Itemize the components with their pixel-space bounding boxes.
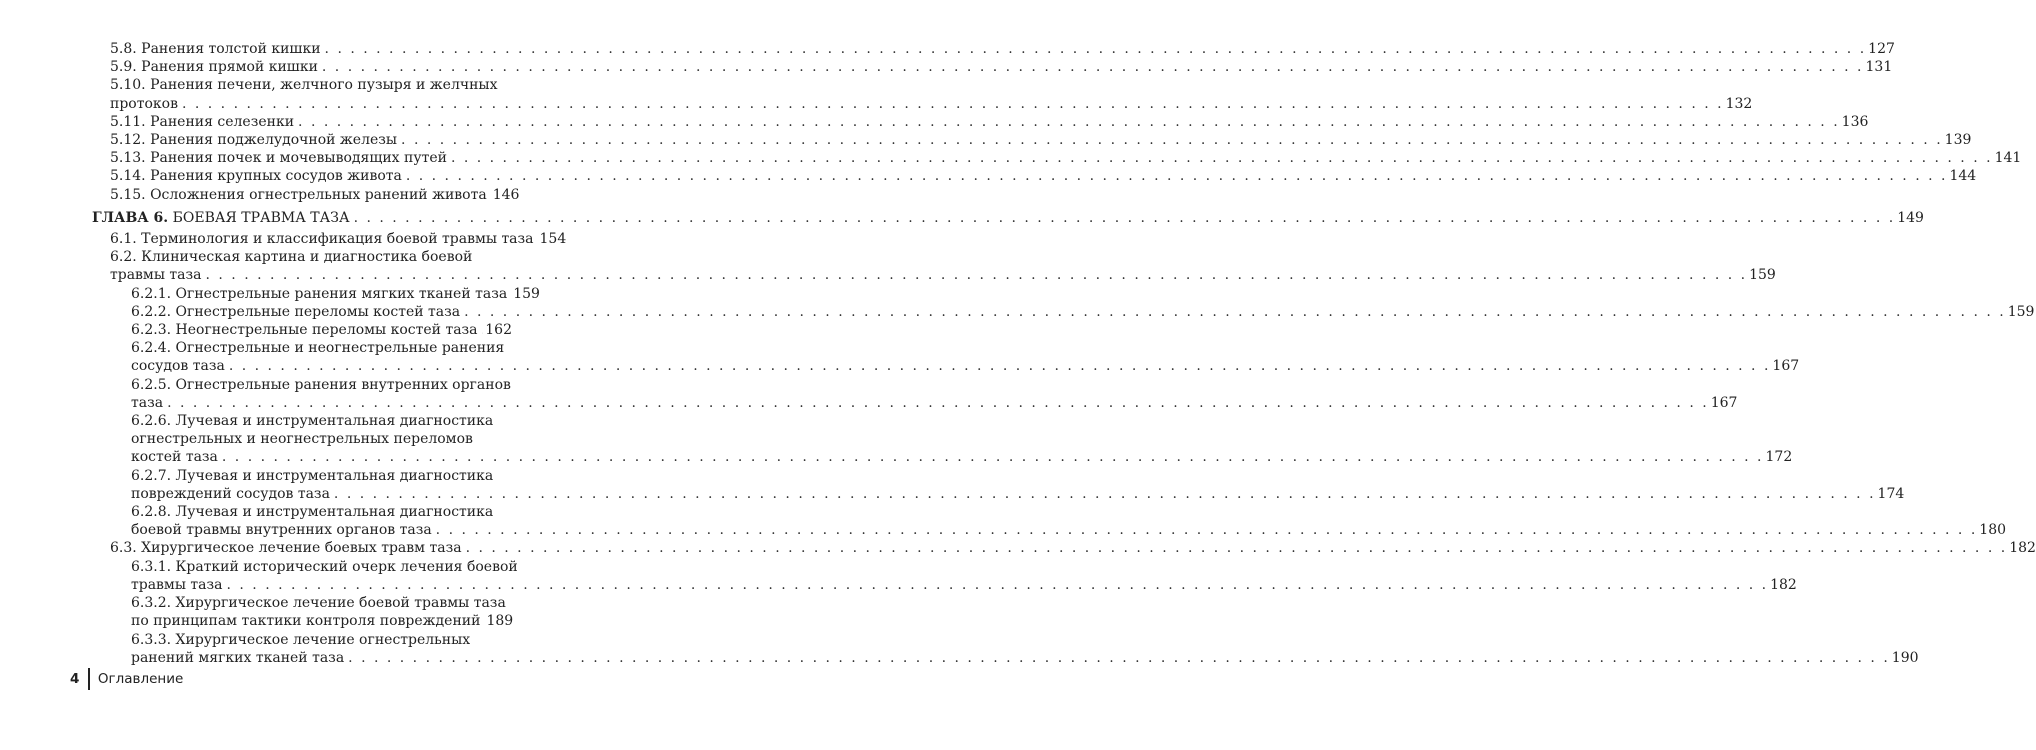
toc-entry-title: 5.15. Осложнения огнестрельных ранений живота [110, 186, 487, 203]
toc-entry [0, 58, 1893, 76]
toc-line [110, 149, 2022, 167]
toc-line [110, 76, 512, 94]
toc-line [131, 631, 512, 649]
toc-chapter-entry [0, 209, 1924, 227]
toc-page-number: 159 [1749, 267, 1776, 284]
toc-entry-title: 5.10. Ранения печени, желчного пузыря и желчных [110, 77, 498, 94]
toc-entry [0, 467, 1905, 503]
toc-entry-title: костей таза [131, 449, 218, 466]
chapter-title: БОЕВАЯ ТРАВМА ТАЗА [172, 209, 350, 226]
toc-line [131, 285, 540, 303]
toc-line [110, 40, 1895, 58]
toc-entry-title: 5.13. Ранения почек и мочевыводящих путей [110, 150, 447, 167]
toc-line [131, 612, 512, 630]
toc-line [131, 357, 1800, 375]
toc-entry-title: травмы таза [131, 576, 223, 593]
toc-page-number: 154 [539, 231, 567, 248]
toc-entry [0, 558, 1797, 594]
toc-line [92, 209, 1924, 227]
toc-entry-title: 6.2.1. Огнестрельные ранения мягких тканей таза [131, 285, 508, 302]
toc-page-number: 136 [1841, 113, 1869, 130]
toc-line [131, 521, 2007, 539]
toc-entry-title: повреждений сосудов таза [131, 485, 330, 502]
dot-leader: . . . . . . . . . . . . . . . . . . . . . . . . . . . . . . . . . . . . . . . . . . . . . . . . . . . . . . . . . . . . . . . . . . . . . . . . . . . . . . . . . . . . . . . . . . . . . . . . . . . . . . . . . . . . . . . . . . . . . . . . [435, 522, 1978, 539]
toc-entry-title: 6.3.1. Краткий исторический очерк лечения боевой [131, 558, 518, 575]
toc-line [131, 576, 1797, 594]
dot-leader: . . . . . . . . . . . . . . . . . . . . . . . . . . . . . . . . . . . . . . . . . . . . . . . . . . . . . . . . . . . . . . . . . . . . . . . . . . . . . . . . . . . . . . . . . . . . . . . . . . . . . . . . . . . . . . . . . . . . . . . . [401, 132, 1943, 149]
toc-entry [0, 186, 600, 204]
toc-entry-title: 6.2.4. Огнестрельные и неогнестрельные ранения [131, 340, 505, 357]
dot-leader: . . . . . . . . . . . . . . . . . . . . . . . . . . . . . . . . . . . . . . . . . . . . . . . . . . . . . . . . . . . . . . . . . . . . . . . . . . . . . . . . . . . . . . . . . . . . . . . . . . . . . . . . . . . . . . . . . . . . . . . . [324, 41, 1867, 57]
dot-leader: . . . . . . . . . . . . . . . . . . . . . . . . . . . . . . . . . . . . . . . . . . . . . . . . . . . . . . . . . . . . . . . . . . . . . . . . . . . . . . . . . . . . . . . . . . . . . . . . . . . . . . . . . . . . . . . . . . . . . . . . [205, 267, 1748, 284]
dot-leader: . . . . . . . . . . . . . . . . . . . . . . . . . . . . . . . . . . . . . . . . . . . . . . . . . . . . . . . . . . . . . . . . . . . . . . . . . . . . . . . . . . . . . . . . . . . . . . . . . . . . . . . . . . . . . . . . . . . . . . . . [298, 113, 1840, 130]
dot-leader [482, 321, 484, 339]
toc-line [110, 248, 512, 266]
toc-line [131, 394, 1738, 412]
toc-entry [0, 321, 600, 339]
toc-entry [0, 539, 2036, 557]
toc-entry-title: 6.3.3. Хирургическое лечение огнестрельных [131, 631, 471, 648]
toc-page-number: 159 [2007, 303, 2035, 320]
toc-entry [0, 631, 1919, 667]
table-of-contents [0, 40, 2036, 667]
toc-page-number: 167 [1710, 394, 1738, 411]
toc-entry-title: боевой травмы внутренних органов таза [131, 522, 432, 539]
dot-leader: . . . . . . . . . . . . . . . . . . . . . . . . . . . . . . . . . . . . . . . . . . . . . . . . . . . . . . . . . . . . . . . . . . . . . . . . . . . . . . . . . . . . . . . . . . . . . . . . . . . . . . . . . . . . . . . . . . . . . . . . [228, 358, 1771, 375]
dot-leader: . . . . . . . . . . . . . . . . . . . . . . . . . . . . . . . . . . . . . . . . . . . . . . . . . . . . . . . . . . . . . . . . . . . . . . . . . . . . . . . . . . . . . . . . . . . . . . . . . . . . . . . . . . . . . . . . . . . . . . . . [450, 150, 1993, 167]
toc-entry [0, 412, 1793, 467]
toc-entry [0, 149, 2022, 167]
toc-entry [0, 113, 1869, 131]
dot-leader: . . . . . . . . . . . . . . . . . . . . . . . . . . . . . . . . . . . . . . . . . . . . . . . . . . . . . . . . . . . . . . . . . . . . . . . . . . . . . . . . . . . . . . . . . . . . . . . . . . . . . . . . . . . . . . . . . . . . . . . . [321, 59, 1864, 76]
toc-page-number: 172 [1765, 449, 1793, 466]
toc-entry-title: таза [131, 394, 164, 411]
toc-entry [0, 594, 600, 630]
toc-line [131, 503, 512, 521]
toc-entry-title: 5.12. Ранения поджелудочной железы [110, 132, 398, 149]
toc-line [131, 303, 2035, 321]
toc-page-number: 167 [1772, 358, 1800, 375]
toc-entry [0, 503, 2007, 539]
toc-entry [0, 167, 1977, 185]
toc-page-number: 180 [1979, 522, 2007, 539]
toc-entry-title: 5.8. Ранения толстой кишки [110, 41, 321, 57]
toc-line [131, 430, 512, 448]
toc-line [110, 95, 1753, 113]
toc-page-number: 149 [1897, 209, 1924, 226]
toc-line [110, 113, 1869, 131]
dot-leader: . . . . . . . . . . . . . . . . . . . . . . . . . . . . . . . . . . . . . . . . . . . . . . . . . . . . . . . . . . . . . . . . . . . . . . . . . . . . . . . . . . . . . . . . . . . . . . . . . . . . . . . . . . . . . . . . . . . . . . . . [405, 168, 1948, 185]
toc-line [131, 649, 1919, 667]
toc-entry-title: 6.2.3. Неогнестрельные переломы костей таза [131, 322, 478, 339]
toc-line [110, 230, 567, 248]
toc-page-number: 182 [2009, 540, 2036, 557]
toc-line [110, 539, 2036, 557]
toc-entry-title: 6.3. Хирургическое лечение боевых травм таза [110, 540, 462, 557]
toc-entry-title: по принципам тактики контроля повреждений [131, 613, 481, 630]
toc-entry [0, 303, 2035, 321]
page-footer [70, 668, 183, 690]
toc-entry-title: 5.14. Ранения крупных сосудов живота [110, 168, 402, 185]
toc-line [110, 266, 1776, 284]
page-number: 4 [70, 671, 80, 687]
toc-entry [0, 131, 1972, 149]
toc-entry-title: огнестрельных и неогнестрельных переломов [131, 431, 473, 448]
toc-page-number: 159 [513, 285, 540, 302]
toc-entry [0, 40, 1895, 58]
toc-page-number: 182 [1770, 576, 1797, 593]
toc-entry-title: 6.2. Клиническая картина и диагностика боевой [110, 249, 473, 266]
toc-entry-title: 6.2.2. Огнестрельные переломы костей таза [131, 303, 461, 320]
toc-entry-title: 5.9. Ранения прямой кишки [110, 59, 318, 76]
dot-leader: . . . . . . . . . . . . . . . . . . . . . . . . . . . . . . . . . . . . . . . . . . . . . . . . . . . . . . . . . . . . . . . . . . . . . . . . . . . . . . . . . . . . . . . . . . . . . . . . . . . . . . . . . . . . . . . . . . . . . . . . [333, 485, 1876, 502]
footer-divider [88, 668, 90, 690]
toc-line [131, 376, 512, 394]
toc-page-number: 174 [1877, 485, 1905, 502]
toc-page-number: 144 [1949, 168, 1977, 185]
toc-entry [0, 339, 1800, 375]
dot-leader: . . . . . . . . . . . . . . . . . . . . . . . . . . . . . . . . . . . . . . . . . . . . . . . . . . . . . . . . . . . . . . . . . . . . . . . . . . . . . . . . . . . . . . . . . . . . . . . . . . . . . . . . . . . . . . . . . . . . . . . . [465, 540, 2008, 557]
chapter-number: ГЛАВА 6. [92, 209, 169, 226]
toc-entry [0, 285, 600, 303]
dot-leader: . . . . . . . . . . . . . . . . . . . . . . . . . . . . . . . . . . . . . . . . . . . . . . . . . . . . . . . . . . . . . . . . . . . . . . . . . . . . . . . . . . . . . . . . . . . . . . . . . . . . . . . . . . . . . . . . . . . . . . . . [167, 394, 1709, 411]
toc-line [131, 412, 512, 430]
toc-entry-title: 6.2.7. Лучевая и инструментальная диагностика [131, 467, 494, 484]
dot-leader: . . . . . . . . . . . . . . . . . . . . . . . . . . . . . . . . . . . . . . . . . . . . . . . . . . . . . . . . . . . . . . . . . . . . . . . . . . . . . . . . . . . . . . . . . . . . . . . . . . . . . . . . . . . . . . . . . . . . . . . . [226, 576, 1769, 593]
toc-entry-title: 6.2.6. Лучевая и инструментальная диагностика [131, 413, 494, 430]
toc-line [110, 167, 1977, 185]
toc-entry [0, 248, 1776, 284]
running-header: Оглавление [97, 671, 184, 687]
toc-page-number: 146 [492, 186, 520, 203]
toc-entry-title: сосудов таза [131, 358, 225, 375]
toc-page-number: 131 [1865, 59, 1893, 76]
toc-page-number: 190 [1891, 649, 1919, 666]
toc-entry-title [92, 209, 350, 227]
toc-line [131, 594, 512, 612]
toc-page-number: 141 [1994, 150, 2022, 167]
toc-line [131, 321, 512, 339]
toc-entry-title: 5.11. Ранения селезенки [110, 113, 295, 130]
toc-entry [0, 230, 600, 248]
toc-line [110, 186, 520, 204]
dot-leader: . . . . . . . . . . . . . . . . . . . . . . . . . . . . . . . . . . . . . . . . . . . . . . . . . . . . . . . . . . . . . . . . . . . . . . . . . . . . . . . . . . . . . . . . . . . . . . . . . . . . . . . . . . . . . . . . . . . . . . . . [348, 649, 1890, 666]
dot-leader: . . . . . . . . . . . . . . . . . . . . . . . . . . . . . . . . . . . . . . . . . . . . . . . . . . . . . . . . . . . . . . . . . . . . . . . . . . . . . . . . . . . . . . . . . . . . . . . . . . . . . . . . . . . . . . . . . . . . . . . . [221, 449, 1764, 466]
toc-entry-title: протоков [110, 95, 178, 112]
toc-page-number: 139 [1944, 132, 1972, 149]
toc-entry-title: 6.2.5. Огнестрельные ранения внутренних органов [131, 376, 511, 393]
toc-page-number: 189 [486, 613, 514, 630]
toc-line [131, 339, 512, 357]
toc-entry [0, 376, 1738, 412]
toc-page-number: 162 [485, 322, 512, 339]
toc-entry-title: травмы таза [110, 267, 202, 284]
toc-entry-title: ранений мягких тканей таза [131, 649, 345, 666]
dot-leader: . . . . . . . . . . . . . . . . . . . . . . . . . . . . . . . . . . . . . . . . . . . . . . . . . . . . . . . . . . . . . . . . . . . . . . . . . . . . . . . . . . . . . . . . . . . . . . . . . . . . . . . . . . . . . . . . . . . . . . . . [353, 209, 1896, 226]
toc-line [131, 485, 1905, 503]
dot-leader: . . . . . . . . . . . . . . . . . . . . . . . . . . . . . . . . . . . . . . . . . . . . . . . . . . . . . . . . . . . . . . . . . . . . . . . . . . . . . . . . . . . . . . . . . . . . . . . . . . . . . . . . . . . . . . . . . . . . . . . . [181, 95, 1724, 112]
toc-entry [0, 76, 1753, 112]
toc-line [131, 467, 512, 485]
toc-page-number: 127 [1868, 41, 1895, 57]
toc-line [131, 558, 518, 576]
dot-leader: . . . . . . . . . . . . . . . . . . . . . . . . . . . . . . . . . . . . . . . . . . . . . . . . . . . . . . . . . . . . . . . . . . . . . . . . . . . . . . . . . . . . . . . . . . . . . . . . . . . . . . . . . . . . . . . . . . . . . . . . [464, 303, 2006, 320]
toc-entry-title: 6.2.8. Лучевая и инструментальная диагностика [131, 504, 494, 521]
toc-line [110, 131, 1972, 149]
toc-entry-title: 6.3.2. Хирургическое лечение боевой травмы таза [131, 595, 506, 612]
toc-page-number: 132 [1725, 95, 1753, 112]
toc-line [110, 58, 1893, 76]
toc-line [131, 448, 1793, 466]
toc-entry-title: 6.1. Терминология и классификация боевой травмы таза [110, 231, 534, 248]
